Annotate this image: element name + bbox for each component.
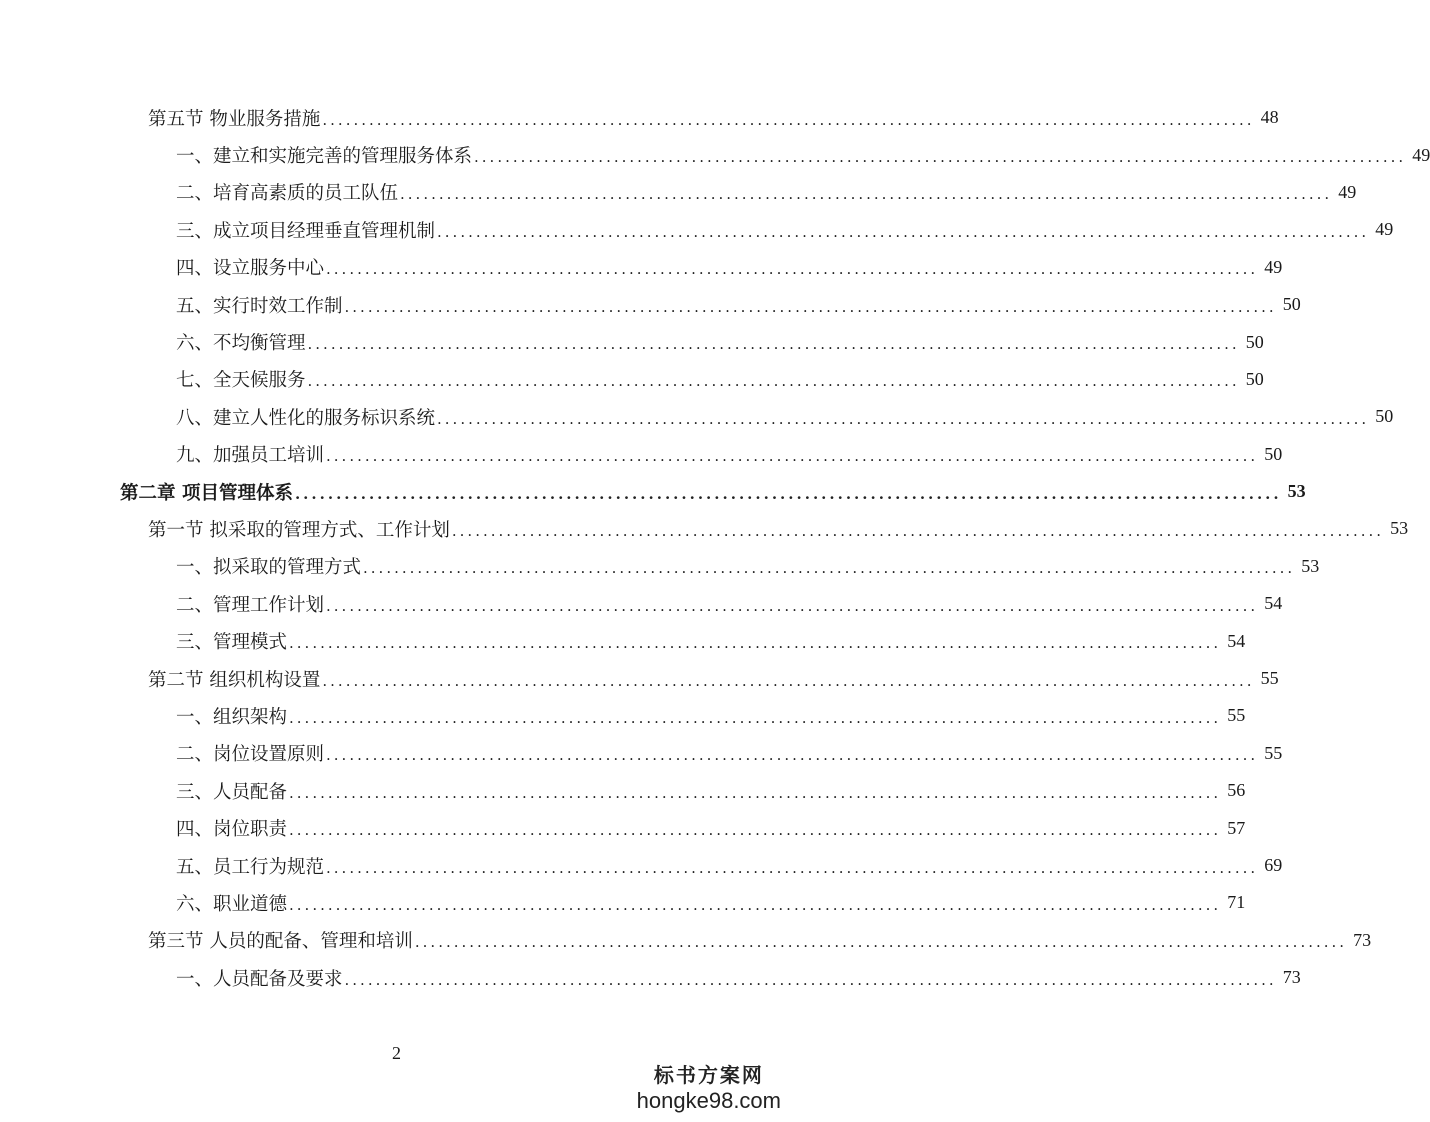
toc-leader-dots: ........................................................................................................................ — [451, 521, 1385, 540]
toc-entry-page: 50 — [1245, 368, 1264, 389]
toc-entry-label: 第一节 拟采取的管理方式、工作计划 — [148, 519, 450, 541]
toc-entry-page: 49 — [1264, 256, 1283, 277]
toc-leader-dots: ........................................................................................................................ — [294, 484, 1282, 503]
toc-entry[interactable] — [0, 323, 1264, 360]
toc-leader-dots: ........................................................................................................................ — [326, 447, 1259, 466]
toc-leader-dots: ........................................................................................................................ — [289, 783, 1222, 802]
toc-entry[interactable] — [0, 211, 1394, 248]
toc-entry-page: 57 — [1227, 817, 1246, 838]
toc-leader-dots: ........................................................................................................................ — [289, 708, 1222, 727]
toc-leader-dots: ........................................................................................................................ — [322, 671, 1255, 690]
toc-entry-label: 一、组织架构 — [176, 706, 288, 728]
watermark-url: hongke98.com — [636, 1088, 781, 1113]
toc-entry-label: 第五节 物业服务措施 — [148, 108, 321, 130]
toc-entry-page: 53 — [1390, 518, 1409, 539]
toc-entry-label: 四、设立服务中心 — [176, 258, 325, 280]
toc-entry[interactable] — [0, 436, 1283, 473]
toc-leader-dots: ........................................................................................................................ — [289, 821, 1222, 840]
toc-entry[interactable] — [0, 660, 1279, 697]
toc-entry[interactable] — [0, 585, 1283, 622]
toc-entry-page: 56 — [1227, 780, 1246, 801]
toc-entry[interactable] — [0, 361, 1264, 398]
toc-entry-label: 二、培育高素质的员工队伍 — [176, 183, 399, 205]
toc-entry[interactable] — [0, 548, 1320, 585]
toc-entry-label: 第二章 项目管理体系 — [120, 482, 293, 504]
toc-entry-label: 三、人员配备 — [176, 781, 288, 803]
toc-leader-dots: ........................................................................................................................ — [326, 858, 1259, 877]
toc-entry-page: 53 — [1287, 481, 1306, 502]
toc-entry-page: 49 — [1412, 144, 1430, 165]
toc-entry-label: 九、加强员工培训 — [176, 445, 325, 467]
toc-entry[interactable] — [0, 809, 1246, 846]
toc-leader-dots: ........................................................................................................................ — [474, 148, 1407, 167]
toc-entry-page: 73 — [1282, 967, 1301, 988]
toc-entry-label: 一、人员配备及要求 — [176, 968, 343, 990]
toc-entry-page: 48 — [1260, 107, 1279, 128]
toc-leader-dots: ........................................................................................................................ — [307, 372, 1240, 391]
toc-entry-page: 54 — [1227, 630, 1246, 651]
toc-entry-page: 55 — [1264, 742, 1283, 763]
toc-entry-page: 73 — [1353, 929, 1372, 950]
toc-entry[interactable] — [0, 622, 1246, 659]
toc-entry-label: 二、岗位设置原则 — [176, 744, 325, 766]
toc-entry-page: 49 — [1338, 181, 1357, 202]
page-number: 2 — [392, 1043, 401, 1063]
toc-entry-label: 三、成立项目经理垂直管理机制 — [176, 220, 436, 242]
toc-entry-label: 第二节 组织机构设置 — [148, 669, 321, 691]
toc-entry-label: 五、员工行为规范 — [176, 856, 325, 878]
toc-entry[interactable] — [0, 473, 1306, 510]
table-of-contents — [0, 99, 1430, 996]
toc-entry[interactable] — [0, 136, 1430, 173]
toc-entry[interactable] — [0, 772, 1246, 809]
toc-entry[interactable] — [0, 286, 1301, 323]
toc-entry[interactable] — [0, 99, 1279, 136]
toc-entry[interactable] — [0, 847, 1283, 884]
watermark — [637, 1059, 781, 1114]
toc-leader-dots: ........................................................................................................................ — [289, 895, 1222, 914]
toc-entry[interactable] — [0, 398, 1394, 435]
toc-leader-dots: ........................................................................................................................ — [344, 297, 1277, 316]
toc-leader-dots: ........................................................................................................................ — [289, 634, 1222, 653]
toc-entry-label: 七、全天候服务 — [176, 370, 306, 392]
toc-entry-label: 一、拟采取的管理方式 — [176, 557, 362, 579]
toc-entry-label: 五、实行时效工作制 — [176, 295, 343, 317]
toc-entry-page: 55 — [1227, 705, 1246, 726]
toc-entry-label: 六、职业道德 — [176, 893, 288, 915]
toc-leader-dots: ........................................................................................................................ — [322, 110, 1255, 129]
toc-entry[interactable] — [0, 884, 1246, 921]
toc-leader-dots: ........................................................................................................................ — [326, 746, 1259, 765]
toc-entry-page: 50 — [1264, 443, 1283, 464]
toc-entry[interactable] — [0, 174, 1357, 211]
toc-entry-label: 六、不均衡管理 — [176, 333, 306, 355]
toc-entry-label: 一、建立和实施完善的管理服务体系 — [176, 146, 473, 168]
toc-entry-page: 54 — [1264, 593, 1283, 614]
toc-entry-page: 50 — [1282, 294, 1301, 315]
watermark-title: 标书方案网 — [653, 1063, 764, 1087]
toc-entry[interactable] — [0, 697, 1246, 734]
toc-entry[interactable] — [0, 959, 1301, 996]
toc-entry-page: 50 — [1245, 331, 1264, 352]
toc-entry-page: 71 — [1227, 892, 1246, 913]
toc-leader-dots: ........................................................................................................................ — [326, 596, 1259, 615]
toc-entry-page: 55 — [1260, 668, 1279, 689]
toc-leader-dots: ........................................................................................................................ — [437, 222, 1370, 241]
toc-entry-label: 二、管理工作计划 — [176, 594, 325, 616]
toc-entry[interactable] — [0, 922, 1372, 959]
toc-entry[interactable] — [0, 735, 1283, 772]
toc-leader-dots: ........................................................................................................................ — [414, 933, 1348, 952]
toc-leader-dots: ........................................................................................................................ — [307, 335, 1240, 354]
toc-entry-page: 69 — [1264, 855, 1283, 875]
toc-leader-dots: ........................................................................................................................ — [400, 185, 1333, 204]
toc-leader-dots: ........................................................................................................................ — [363, 559, 1296, 578]
toc-entry-label: 第三节 人员的配备、管理和培训 — [148, 931, 413, 953]
toc-entry-page: 50 — [1375, 406, 1394, 427]
toc-leader-dots: ........................................................................................................................ — [326, 260, 1259, 279]
toc-entry-label: 八、建立人性化的服务标识系统 — [176, 407, 436, 429]
toc-entry-label: 三、管理模式 — [176, 632, 288, 654]
toc-entry[interactable] — [0, 510, 1409, 547]
toc-entry-label: 四、岗位职责 — [176, 819, 288, 841]
toc-leader-dots: ........................................................................................................................ — [437, 409, 1370, 428]
toc-entry-page: 53 — [1301, 555, 1320, 576]
toc-leader-dots: ........................................................................................................................ — [344, 970, 1277, 989]
toc-entry[interactable] — [0, 249, 1283, 286]
toc-entry-page: 49 — [1375, 219, 1394, 240]
